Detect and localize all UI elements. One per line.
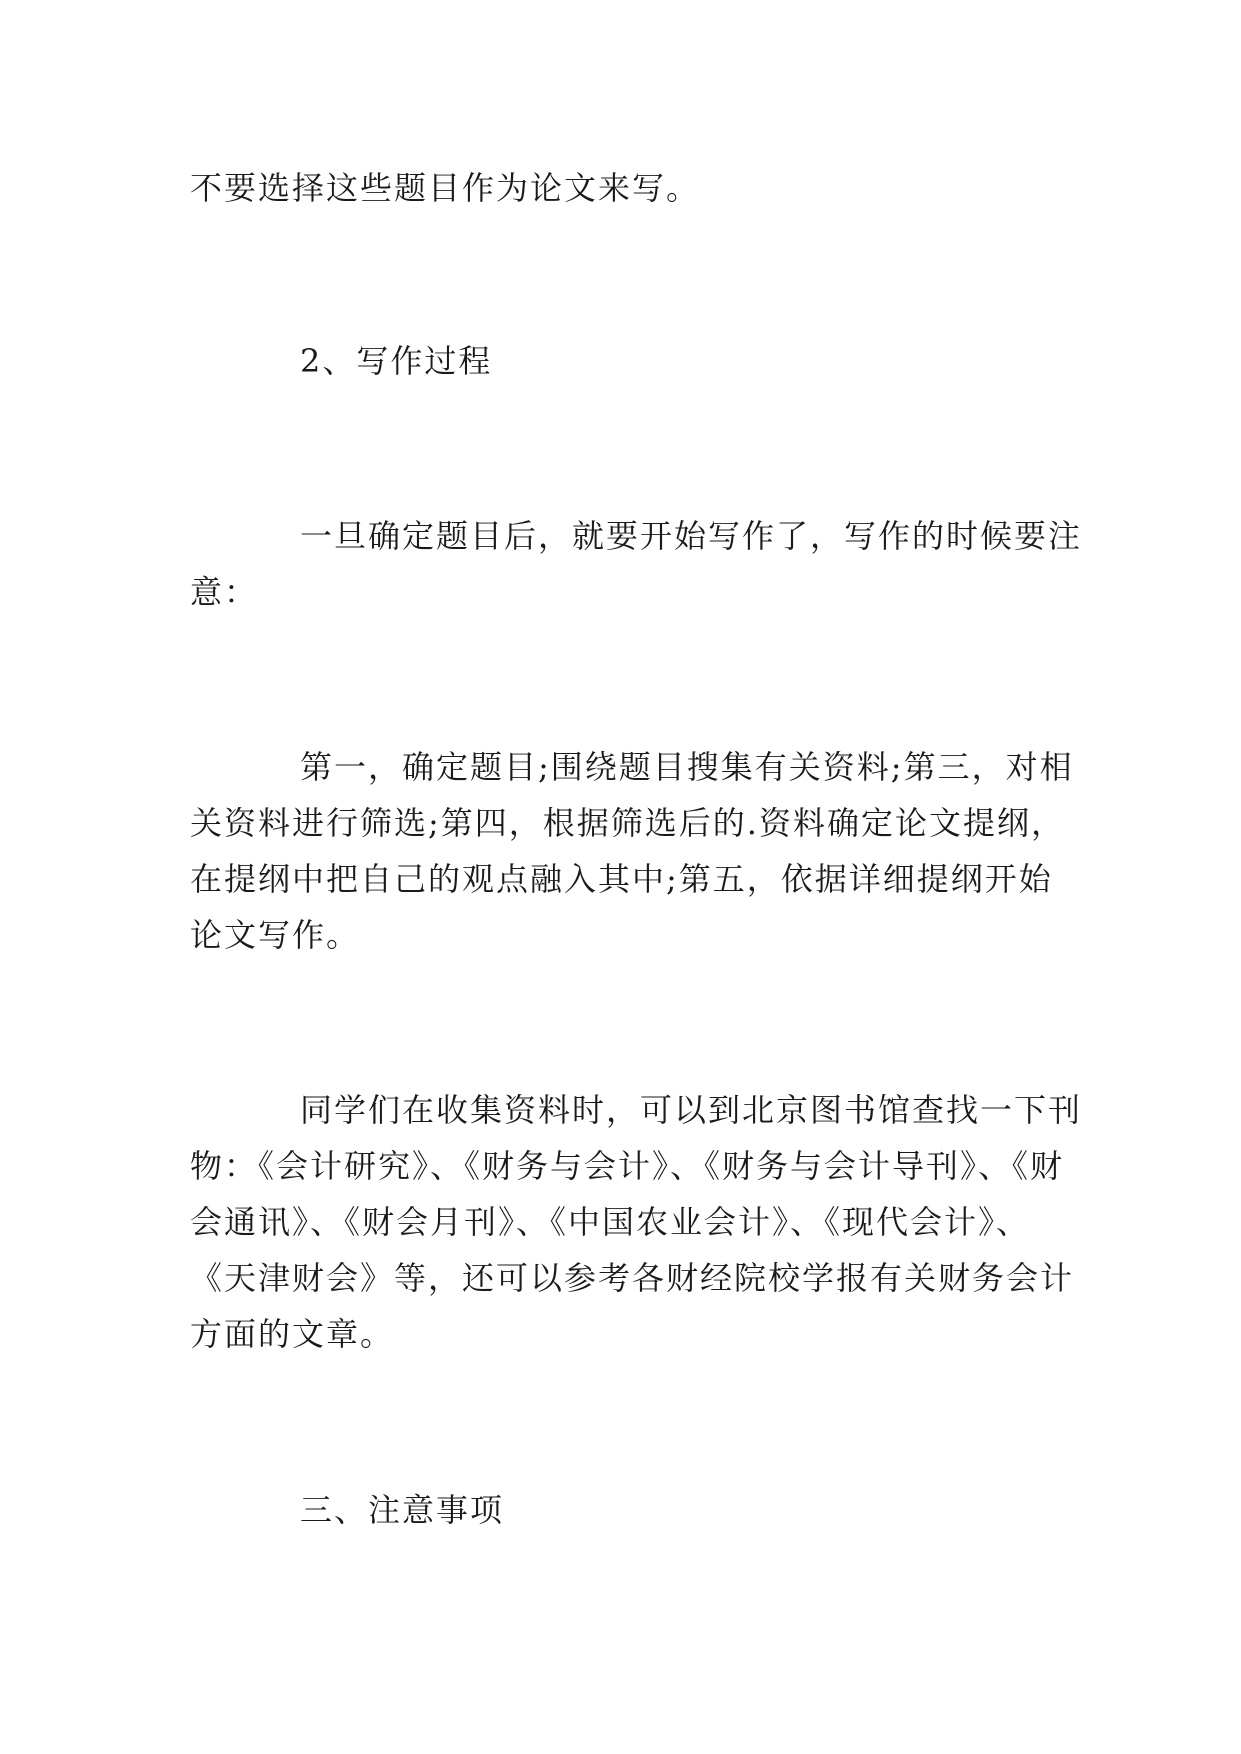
paragraph-line: 一旦确定题目后，就要开始写作了，写作的时候要注 — [300, 517, 1083, 555]
paragraph-line: 方面的文章。 — [190, 1315, 395, 1353]
paragraph-line: 在提纲中把自己的观点融入其中;第五，依据详细提纲开始 — [190, 860, 1053, 898]
paragraph-line: 同学们在收集资料时，可以到北京图书馆查找一下刊 — [300, 1091, 1083, 1129]
paragraph-line: 《天津财会》等，还可以参考各财经院校学报有关财务会计 — [190, 1259, 1075, 1297]
paragraph-line: 关资料进行筛选;第四，根据筛选后的.资料确定论文提纲， — [190, 804, 1065, 842]
paragraph-line: 论文写作。 — [190, 916, 361, 954]
section-heading: 三、注意事项 — [300, 1491, 505, 1529]
paragraph-line: 会通讯》、《财会月刊》、《中国农业会计》、《现代会计》、 — [190, 1203, 1031, 1241]
paragraph-line: 意： — [190, 573, 259, 611]
paragraph-line: 不要选择这些题目作为论文来写。 — [190, 169, 701, 207]
paragraph-line: 第一，确定题目;围绕题目搜集有关资料;第三，对相 — [300, 748, 1074, 786]
paragraph-line: 物：《会计研究》、《财务与会计》、《财务与会计导刊》、《财 — [190, 1147, 1065, 1185]
section-heading: 2、写作过程 — [300, 342, 493, 380]
